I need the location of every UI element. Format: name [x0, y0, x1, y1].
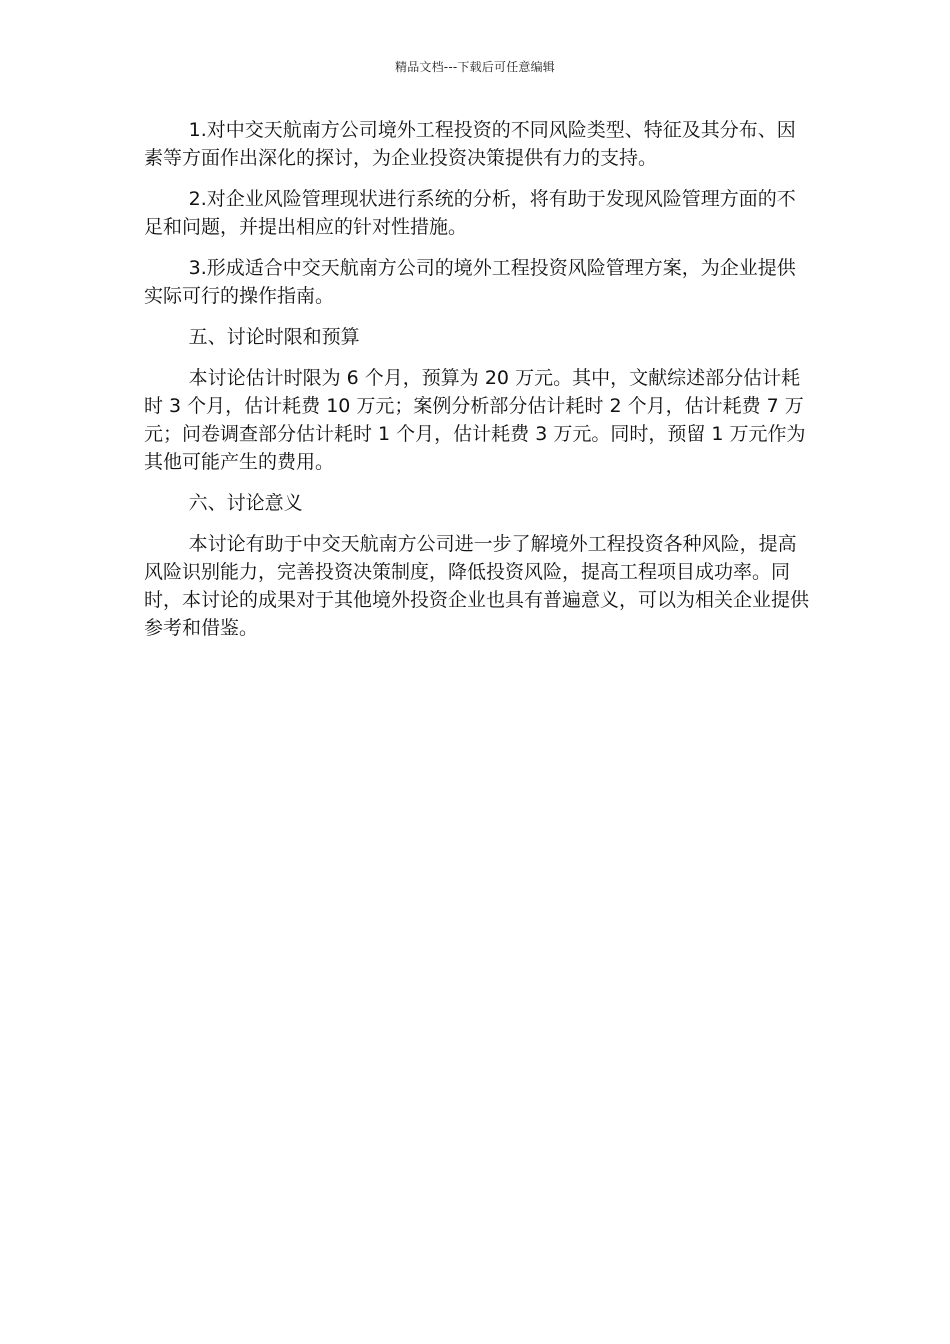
paragraph-objective-2: 2.对企业风险管理现状进行系统的分析，将有助于发现风险管理方面的不足和问题，并提出相应的针对性措施。 [144, 188, 796, 238]
page-header: 精品文档---下载后可任意编辑 [395, 60, 555, 74]
document-body [144, 116, 809, 655]
paragraph-objective-3: 3.形成适合中交天航南方公司的境外工程投资风险管理方案，为企业提供实际可行的操作指南。 [144, 257, 796, 307]
paragraph-objective-1: 1.对中交天航南方公司境外工程投资的不同风险类型、特征及其分布、因素等方面作出深化的探讨，为企业投资决策提供有力的支持。 [144, 119, 796, 169]
paragraph-timeline-budget: 本讨论估计时限为 6 个月，预算为 20 万元。其中，文献综述部分估计耗时 3 个月，估计耗费 10 万元；案例分析部分估计耗时 2 个月，估计耗费 7 万元；问卷调查部分估计耗时 1 个月，估计耗费 3 万元。同时，预留 1 万元作为其他可能产生的费用。 [144, 367, 806, 473]
section-heading-significance: 六、讨论意义 [188, 492, 303, 514]
paragraph-significance: 本讨论有助于中交天航南方公司进一步了解境外工程投资各种风险，提高风险识别能力，完善投资决策制度，降低投资风险，提高工程项目成功率。同时，本讨论的成果对于其他境外投资企业也具有普遍意义，可以为相关企业提供参考和借鉴。 [144, 533, 810, 639]
section-heading-timeline-budget: 五、讨论时限和预算 [188, 326, 360, 348]
